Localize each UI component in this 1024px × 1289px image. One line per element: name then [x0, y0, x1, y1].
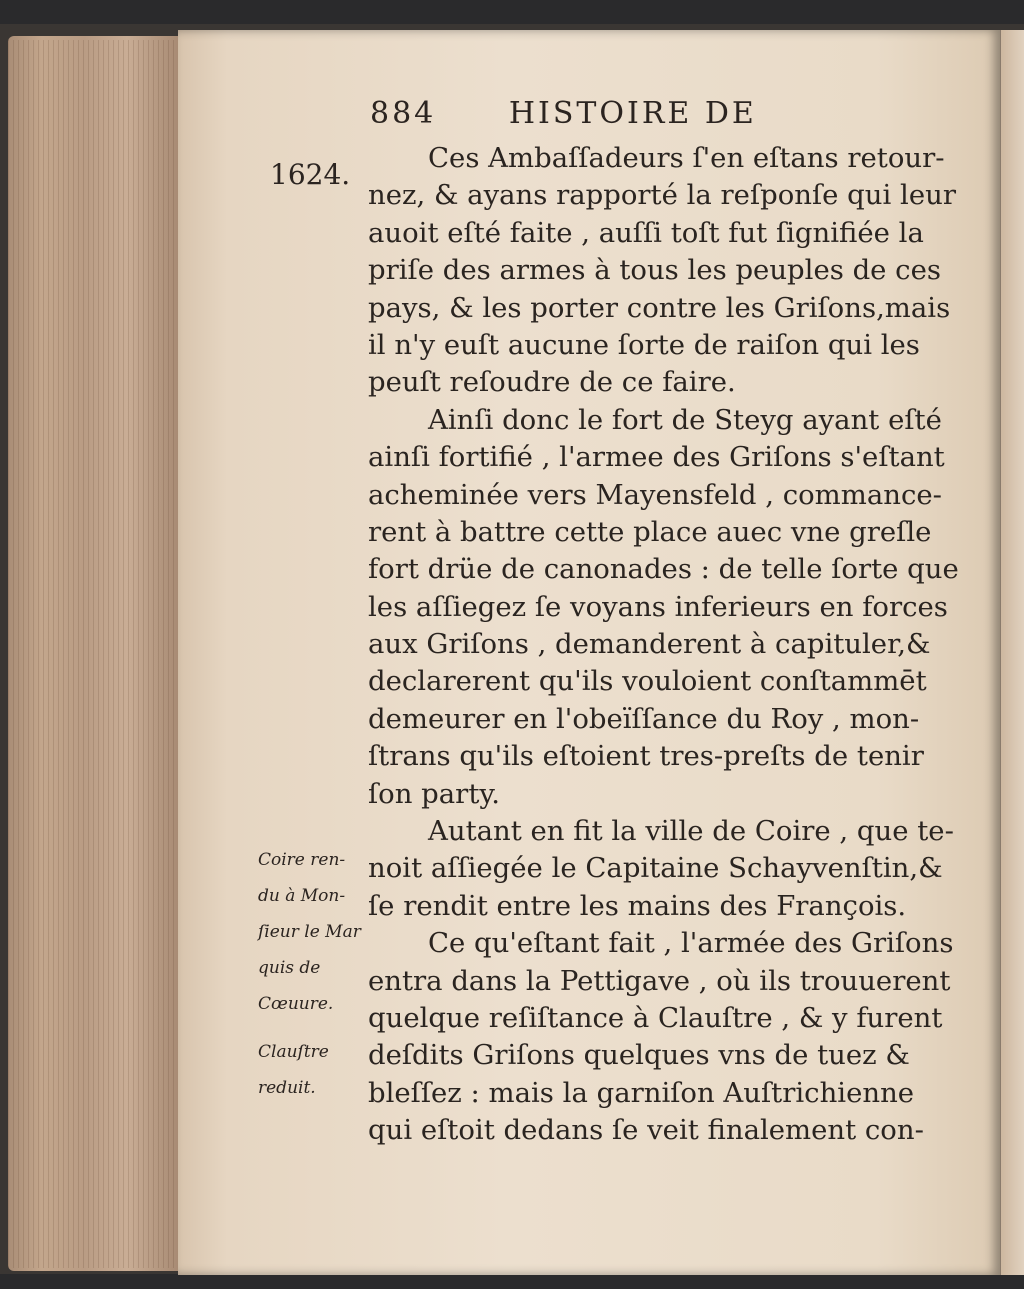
running-title: HISTOIRE DE	[508, 96, 757, 131]
text-line: Ainſi donc le fort de Steyg ayant eſté	[428, 403, 942, 436]
running-head	[370, 96, 870, 136]
text-line: peuſt reſoudre de ce faire.	[368, 366, 736, 399]
text-line: ainſi fortifié , l'armee des Griſons s'eſtant	[368, 441, 945, 474]
facing-page-edge	[1000, 30, 1024, 1275]
text-line: demeurer en l'obeïſſance du Roy , mon-	[368, 702, 920, 735]
text-line: fort drüe de canonades : de telle ſorte que	[368, 553, 959, 586]
text-line: il n'y euſt aucune ſorte de raiſon qui les	[368, 328, 920, 361]
text-line: declarerent qu'ils vouloient conſtammēt	[368, 665, 927, 698]
text-line: ſtrans qu'ils eſtoient tres-preſts de tenir	[368, 740, 924, 773]
marginal-line: du à Mon-	[258, 886, 346, 906]
text-line: priſe des armes à tous les peuples de ces	[368, 254, 941, 287]
text-line: aux Griſons , demanderent à capituler,&	[368, 628, 931, 661]
text-line: les aſſiegez ſe voyans inferieurs en forces	[368, 590, 948, 623]
text-line: ſe rendit entre les mains des François.	[368, 889, 907, 922]
text-line: deſdits Griſons quelques vns de tuez &	[368, 1039, 910, 1072]
marginal-line: reduit.	[258, 1078, 316, 1098]
text-line: acheminée vers Mayensfeld , commance-	[368, 478, 942, 511]
page-number: 884	[370, 96, 437, 131]
text-line: bleſſez : mais la garniſon Auſtrichienne	[368, 1076, 915, 1109]
text-line: auoit eſté faite , auſſi toſt fut ſignifiée la	[368, 216, 924, 249]
text-line: ſon party.	[368, 777, 501, 810]
text-line: Ce qu'eſtant fait , l'armée des Griſons	[428, 927, 954, 960]
text-line: noit aſſiegée le Capitaine Schayvenſtin,&	[368, 852, 943, 885]
marginal-note-claustre	[258, 1034, 368, 1106]
marginal-line: ſieur le Mar	[258, 922, 361, 942]
text-line: entra dans la Pettigave , où ils trouuerent	[368, 964, 951, 997]
marginal-note-coire	[258, 842, 368, 1022]
marginal-year: 1624.	[270, 158, 351, 191]
page-edge-texture	[8, 40, 178, 1268]
text-line: Ces Ambaſſadeurs ſ'en eſtans retour-	[428, 142, 945, 174]
marginal-line: Cœuure.	[258, 994, 334, 1014]
marginal-line: Clauſtre	[258, 1042, 329, 1062]
text-line: rent à battre cette place auec vne greſle	[368, 515, 932, 548]
text-line: quelque reſiſtance à Clauſtre , & y furent	[368, 1001, 943, 1034]
text-line: pays, & les porter contre les Griſons,mais	[368, 291, 951, 324]
text-line: nez, & ayans rapporté la reſponſe qui leur	[368, 179, 956, 212]
marginal-line: Coire ren-	[258, 850, 346, 870]
body-text	[368, 140, 980, 1150]
text-line: qui eſtoit dedans ſe veit finalement con-	[368, 1114, 924, 1147]
marginal-line: quis de	[258, 958, 321, 978]
text-line: Autant en fit la ville de Coire , que te-	[428, 815, 954, 848]
